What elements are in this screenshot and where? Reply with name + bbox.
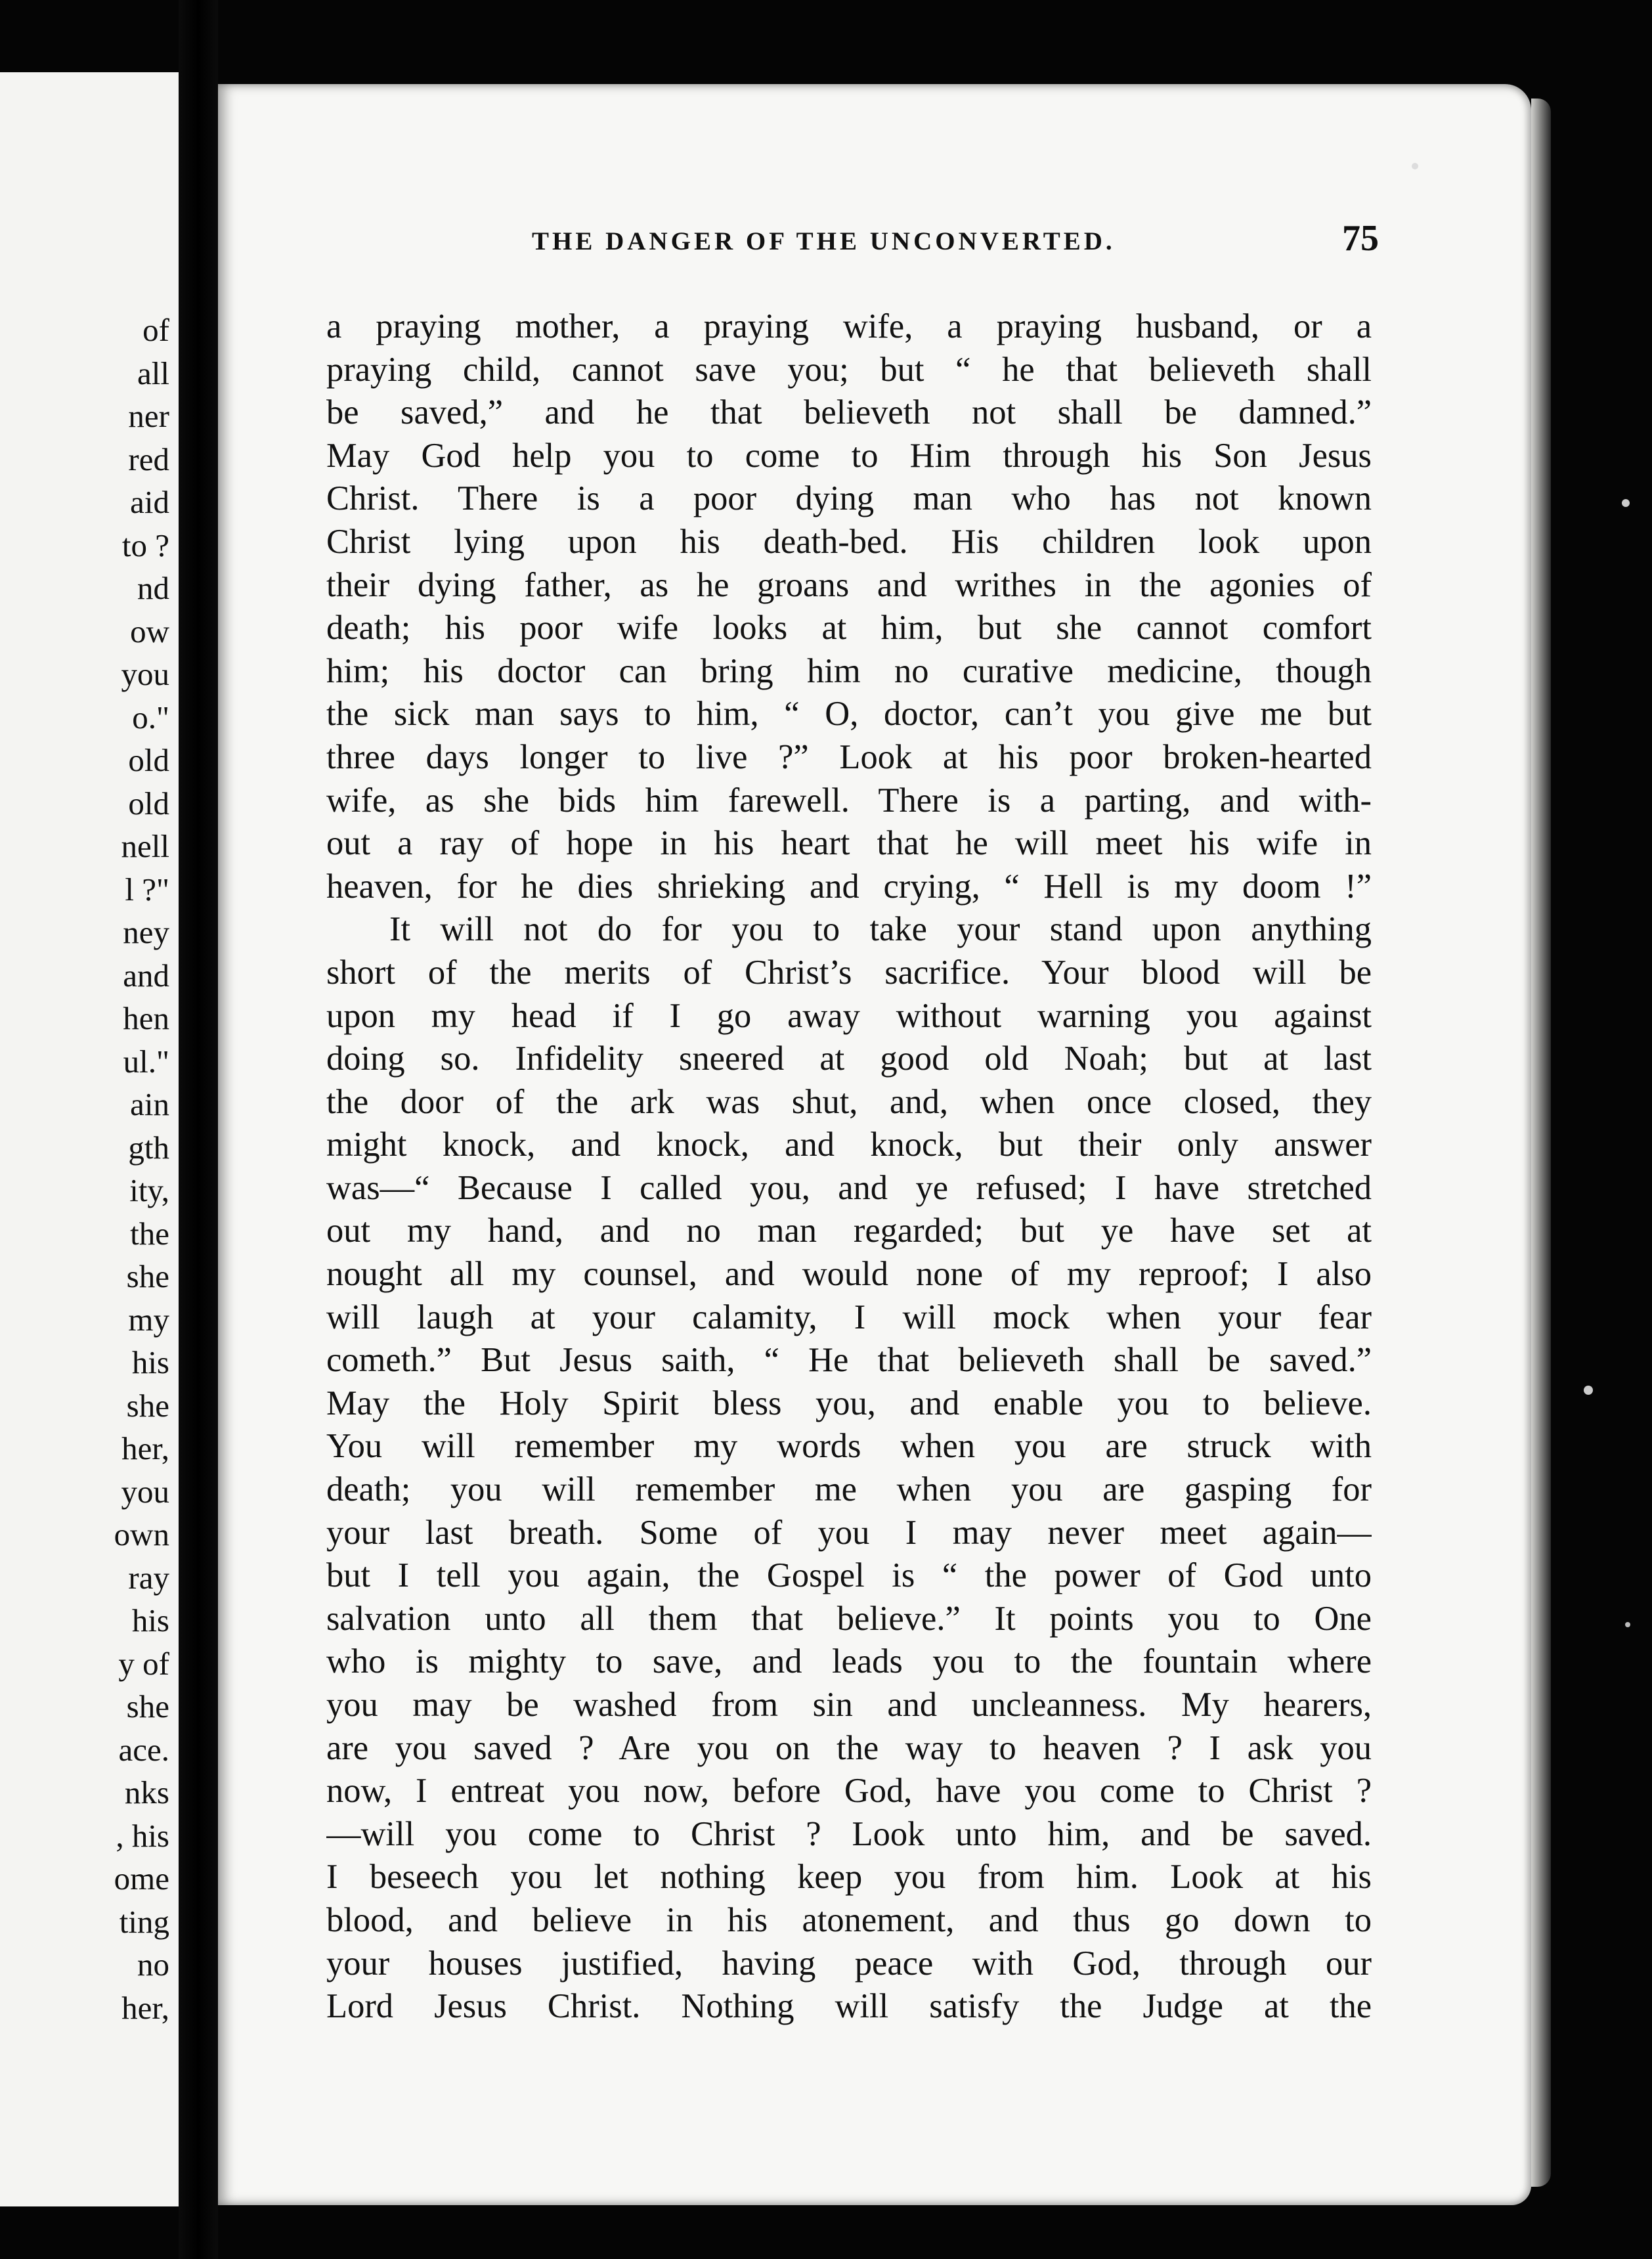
text-line: the sick man says to him, “ O, doctor, can’t you give me but [326, 695, 1372, 734]
left-page-fragment: ome [114, 1860, 169, 1897]
left-page-fragment: and [123, 957, 169, 994]
left-page-fragment: to ? [121, 527, 169, 563]
text-line: wife, as she bids him farewell. There is a parting, and with- [326, 781, 1372, 820]
text-line: was—“ Because I called you, and ye refused; I have stretched [326, 1168, 1372, 1207]
left-page-line-fragments [114, 309, 169, 2029]
text-line: you may be washed from sin and uncleanness. My hearers, [326, 1686, 1372, 1724]
text-line: May the Holy Spirit bless you, and enable you to believe. [326, 1384, 1372, 1422]
left-page-fragment: old [128, 742, 169, 778]
left-page-fragment: o." [132, 699, 169, 735]
left-page-fragment: her, [121, 1989, 169, 2026]
text-line: Lord Jesus Christ. Nothing will satisfy the Judge at the [326, 1987, 1372, 2026]
running-head [315, 218, 1379, 273]
page-edge [1531, 99, 1551, 2187]
text-line: him; his doctor can bring him no curative medicine, though [326, 651, 1372, 690]
left-page-fragment: gth [128, 1129, 169, 1166]
text-line: I beseech you let nothing keep you from him. Look at his [326, 1858, 1372, 1897]
left-page-fragment: no [137, 1946, 169, 1983]
left-page-fragment: my [128, 1301, 169, 1338]
text-line: your last breath. Some of you I may never meet again— [326, 1513, 1372, 1552]
text-line: death; his poor wife looks at him, but she cannot comfort [326, 609, 1372, 647]
left-page-fragment: she [126, 1688, 169, 1724]
text-line: a praying mother, a praying wife, a praying husband, or a [326, 307, 1372, 345]
text-line: —will you come to Christ ? Look unto him, and be saved. [326, 1814, 1372, 1853]
body-text [326, 305, 1372, 2029]
text-line: salvation unto all them that believe.” It points you to One [326, 1599, 1372, 1638]
left-page-fragment: ney [123, 914, 169, 950]
text-line: It will not do for you to take your stand upon anything [389, 910, 1372, 949]
text-line: might knock, and knock, and knock, but their only answer [326, 1126, 1372, 1164]
text-line: out my hand, and no man regarded; but ye have set at [326, 1212, 1372, 1250]
left-page-fragment: red [128, 441, 169, 477]
text-line: the door of the ark was shut, and, when once closed, they [326, 1082, 1372, 1121]
left-page-fragment: his [131, 1344, 169, 1380]
text-line: now, I entreat you now, before God, have you come to Christ ? [326, 1772, 1372, 1810]
left-page-fragment: ray [128, 1559, 169, 1596]
left-page-fragment: you [121, 1473, 169, 1510]
text-line: Christ lying upon his death-bed. His children look upon [326, 522, 1372, 561]
text-line: blood, and believe in his atonement, and thus go down to [326, 1900, 1372, 1939]
left-page-fragment: , his [116, 1817, 169, 1854]
text-line: Christ. There is a poor dying man who has not known [326, 479, 1372, 518]
left-page-fragment: you [121, 656, 169, 692]
left-page-fragment: her, [121, 1430, 169, 1466]
left-page-fragment: of [142, 312, 169, 348]
text-line: out a ray of hope in his heart that he will meet his wife in [326, 824, 1372, 863]
left-page-fragment: ting [119, 1903, 169, 1940]
left-page-fragment: own [114, 1516, 169, 1552]
text-line: death; you will remember me when you are gasping for [326, 1470, 1372, 1509]
text-line: are you saved ? Are you on the way to heaven ? I ask you [326, 1728, 1372, 1767]
page-number: 75 [1342, 218, 1379, 259]
left-page-fragment: ner [128, 398, 169, 434]
text-line: heaven, for he dies shrieking and crying, “ Hell is my doom !” [326, 867, 1372, 906]
text-line: doing so. Infidelity sneered at good old Noah; but at last [326, 1040, 1372, 1078]
text-line: cometh.” But Jesus saith, “ He that believeth shall be saved.” [326, 1341, 1372, 1380]
book-gutter [179, 0, 218, 2259]
left-page-fragment: she [126, 1387, 169, 1424]
text-line: short of the merits of Christ’s sacrifice. Your blood will be [326, 953, 1372, 992]
running-head-title: THE DANGER OF THE UNCONVERTED. [532, 227, 1116, 255]
text-line: will laugh at your calamity, I will mock when your fear [326, 1298, 1372, 1336]
text-line: upon my head if I go away without warning you against [326, 996, 1372, 1035]
text-line: your houses justified, having peace with God, through our [326, 1944, 1372, 1983]
left-page-fragment: nks [124, 1774, 169, 1810]
left-page-fragment: y of [118, 1645, 169, 1682]
text-line: May God help you to come to Him through his Son Jesus [326, 436, 1372, 475]
left-page-fragment: ow [130, 613, 169, 649]
text-line: who is mighty to save, and leads you to the fountain where [326, 1642, 1372, 1681]
left-page-fragment: his [131, 1602, 169, 1638]
left-page-fragment: nell [121, 828, 169, 864]
left-page-fragment: l ?" [125, 871, 169, 908]
left-facing-page [0, 72, 183, 2206]
left-page-fragment: ain [130, 1086, 169, 1122]
text-line: their dying father, as he groans and writhes in the agonies of [326, 565, 1372, 604]
left-page-fragment: aid [130, 484, 169, 520]
text-line: praying child, cannot save you; but “ he that believeth shall [326, 350, 1372, 389]
left-page-fragment: hen [123, 1000, 169, 1036]
text-line: You will remember my words when you are struck with [326, 1427, 1372, 1466]
left-page-fragment: all [137, 355, 169, 391]
text-line: but I tell you again, the Gospel is “ the power of God unto [326, 1556, 1372, 1595]
text-line: three days longer to live ?” Look at his poor broken-hearted [326, 737, 1372, 776]
left-page-fragment: ul." [123, 1043, 169, 1080]
left-page-fragment: ity, [129, 1172, 169, 1208]
text-line: nought all my counsel, and would none of my reproof; I also [326, 1255, 1372, 1294]
left-page-fragment: the [130, 1215, 169, 1252]
left-page-fragment: nd [137, 570, 169, 606]
text-line: be saved,” and he that believeth not shall be damned.” [326, 393, 1372, 432]
left-page-fragment: old [128, 785, 169, 822]
left-page-fragment: ace. [118, 1731, 169, 1768]
left-page-fragment: she [126, 1258, 169, 1294]
